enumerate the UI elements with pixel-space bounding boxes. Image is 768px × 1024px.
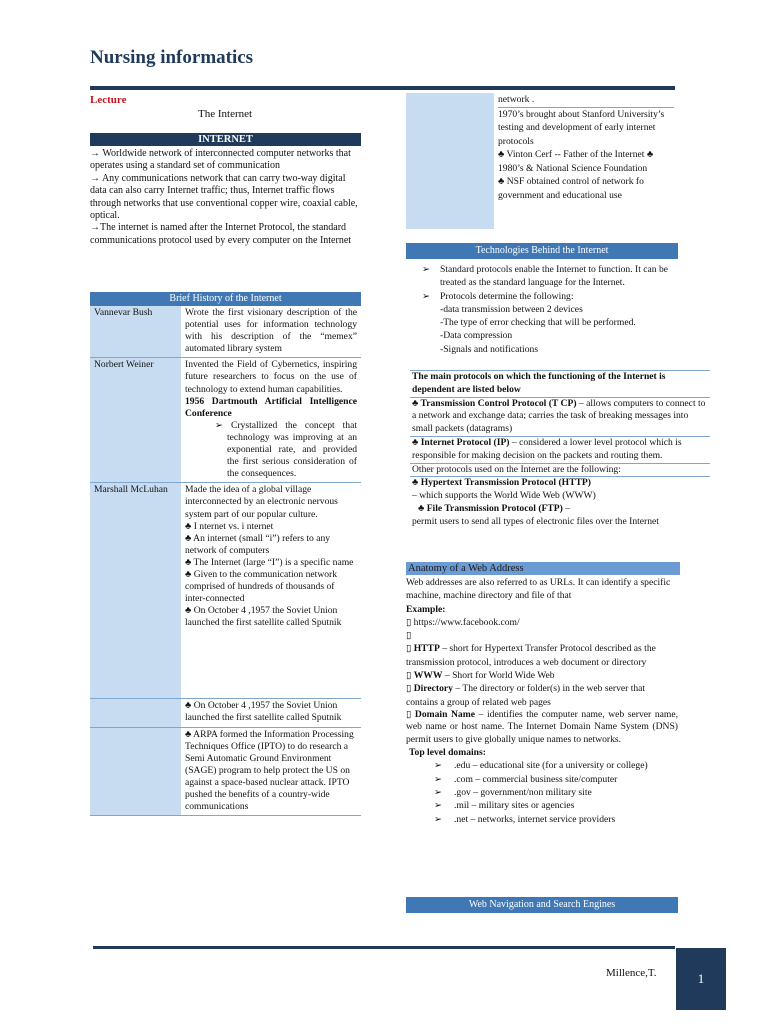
box-icon: ▯	[406, 670, 412, 682]
history-name-empty	[406, 93, 494, 229]
main-protocols-heading: The main protocols on which the functioning of the Internet is dependent are listed below	[410, 370, 710, 398]
internet-point: → Worldwide network of interconnected computer networks that operates using a standard set of communication	[90, 148, 351, 172]
history-continued-cell	[494, 93, 678, 229]
http-protocol-label: ♣ Hypertext Transmission Protocol (HTTP)	[412, 477, 591, 489]
dartmouth-bullet: ➢ Crystallized the concept that technology was improving at an exponential rate, and provided the first serious consideration of the consequences.	[215, 419, 357, 480]
tech-bullet-list	[418, 263, 696, 303]
www-desc: – Short for World Wide Web	[442, 670, 555, 682]
history-item: ♣ I nternet vs. i nternet	[185, 520, 274, 532]
table-row	[90, 727, 361, 816]
anatomy-section	[406, 576, 678, 826]
directory-label: Directory	[413, 683, 453, 695]
internet-header: INTERNET	[90, 133, 361, 146]
tld-heading: Top level domains:	[409, 747, 486, 759]
history-header: Brief History of the Internet	[90, 292, 361, 306]
ip-protocol	[410, 437, 710, 464]
tech-sub-list	[418, 303, 696, 356]
history-item: ♣ Given to the communication network comprised of hundreds of thousands of inter-connected	[185, 568, 338, 605]
box-icon: ▯	[406, 630, 412, 642]
history-item: ♣ On October 4 ,1957 the Soviet Union launched the first satellite called Sputnik	[185, 605, 342, 629]
footer-author: Millence,T.	[606, 967, 657, 979]
history-desc: Made the idea of a global village interconnected by an electronic nervous system part of our popular culture.	[185, 484, 338, 520]
page-title: Nursing informatics	[90, 47, 254, 68]
tld-item: .mil – military sites or agencies	[454, 800, 575, 812]
tech-header: Technologies Behind the Internet	[406, 243, 678, 259]
history-table	[90, 306, 361, 816]
list-item	[406, 786, 678, 799]
internet-point: →The internet is named after the Internet Protocol, the standard communications protocol used by every computer on the Internet	[90, 222, 352, 246]
protocols-section	[410, 370, 710, 529]
directory-desc: – The directory or folder(s) in the web server that contains a group of related web pages	[406, 683, 646, 708]
arrow-icon: ➢	[422, 290, 431, 302]
history-desc: ♣ On October 4 ,1957 the Soviet Union launched the first satellite called Sputnik	[181, 699, 361, 727]
footer-divider	[93, 946, 675, 949]
arrow-icon: ➢	[434, 773, 443, 785]
tech-bullet-text: Standard protocols enable the Internet to function. It can be treated as the standard language for the Internet.	[440, 264, 669, 289]
lecture-title: The Internet	[198, 108, 253, 120]
www-line	[406, 669, 678, 682]
http-protocol	[410, 477, 710, 528]
history-continued-line: ♣ NSF obtained control of network fo government and educational use	[498, 176, 644, 201]
http-label: HTTP	[413, 643, 440, 655]
history-continued-line: 1970’s brought about Stanford University’s testing and development of early internet protocols	[498, 108, 665, 147]
empty-box-line	[406, 629, 678, 642]
history-continued-line: ♣ Vinton Cerf -- Father of the Internet ♣ 1980’s & National Science Foundation	[498, 149, 654, 174]
lecture-label: Lecture	[90, 94, 127, 106]
history-name-empty	[90, 727, 181, 816]
ftp-protocol-desc: permit users to send all types of electronic files over the Internet	[412, 515, 659, 527]
list-item	[418, 263, 696, 290]
tld-item: .com – commercial business site/computer	[454, 773, 618, 785]
http-protocol-desc: – which supports the World Wide Web (WWW)	[412, 490, 596, 502]
domain-label: Domain Name	[414, 708, 475, 720]
ip-label: ♣ Internet Protocol (IP)	[412, 436, 510, 448]
tcp-protocol	[410, 398, 710, 437]
list-item	[406, 813, 678, 826]
domain-desc: – identifies the computer name, web server name, web name or host name. The Internet Domain Name System (DNS) permit users to give globally unique names to networks.	[406, 708, 678, 745]
history-name: Marshall McLuhan	[90, 483, 181, 699]
tech-section	[418, 263, 696, 356]
tld-list	[406, 759, 678, 825]
table-row	[90, 306, 361, 358]
tech-sub-item: -data transmission between 2 devices	[440, 303, 583, 315]
example-url: https://www.facebook.com/	[411, 616, 520, 628]
tld-item: .gov – government/non military site	[454, 787, 592, 799]
www-label: WWW	[413, 670, 443, 682]
history-item: ♣ An internet (small “i”) refers to any network of computers	[185, 532, 331, 556]
box-icon: ▯	[406, 708, 412, 720]
tld-item: .net – networks, internet service providers	[454, 813, 616, 825]
table-row	[90, 699, 361, 727]
history-desc: Invented the Field of Cybernetics, inspiring future researchers to focus on the use of technology to extend human capabilities.	[185, 359, 357, 395]
page-number: 1	[676, 948, 726, 1010]
ftp-protocol-label: ♣ File Transmission Protocol (FTP)	[418, 502, 563, 514]
internet-points	[90, 148, 363, 247]
arrow-icon: ➢	[434, 760, 443, 772]
tech-sub-item: -Signals and notifications	[440, 343, 539, 355]
history-desc-cell	[181, 483, 361, 699]
arrow-icon: ➢	[434, 800, 443, 812]
list-item	[406, 799, 678, 812]
tld-item: .edu – educational site (for a university or college)	[454, 760, 648, 772]
history-continued-line: network .	[498, 93, 674, 108]
arrow-icon: ➢	[422, 264, 431, 275]
anatomy-header: Anatomy of a Web Address	[406, 562, 680, 575]
arrow-icon: ➢	[434, 787, 443, 799]
list-item	[418, 290, 696, 303]
box-icon: ▯	[406, 643, 412, 655]
history-desc-cell	[181, 358, 361, 483]
tcp-desc: – allows computers to connect to a network and exchange data; carries the task of breaking messages into small packets (datagrams)	[412, 397, 706, 435]
nav-header: Web Navigation and Search Engines	[406, 897, 678, 913]
domain-line	[406, 709, 678, 746]
list-item	[406, 773, 678, 786]
ip-desc: – considered a lower level protocol which is responsible for making decision on the packets and routing them.	[412, 436, 682, 461]
history-name: Vannevar Bush	[90, 306, 181, 358]
example-url-line	[406, 616, 678, 629]
history-name-empty	[90, 699, 181, 727]
http-line	[406, 642, 678, 669]
history-desc: Wrote the first visionary description of the potential uses for information technology with his description of the “memex” automated library system	[181, 306, 361, 358]
tech-sub-item: -Data compression	[440, 330, 513, 342]
box-icon: ▯	[406, 616, 412, 628]
table-row	[90, 483, 361, 699]
list-item	[406, 759, 678, 772]
history-continued-table	[406, 93, 678, 229]
ftp-dash: –	[562, 502, 571, 514]
title-divider	[90, 86, 675, 90]
dartmouth-conference: 1956 Dartmouth Artificial Intelligence Conference	[185, 395, 357, 419]
arrow-icon: ➢	[434, 813, 443, 825]
box-icon: ▯	[406, 683, 412, 695]
history-name: Norbert Weiner	[90, 358, 181, 483]
tcp-label: ♣ Transmission Control Protocol (T CP)	[412, 397, 577, 409]
history-item: ♣ The Internet (large “I”) is a specific name	[185, 556, 354, 568]
other-protocols: Other protocols used on the Internet are the following:	[410, 464, 710, 478]
http-desc: – short for Hypertext Transfer Protocol described as the transmission protocol, introduces a web document or directory	[406, 643, 656, 668]
internet-point: → Any communications network that can carry two-way digital data can also carry Internet traffic; thus, Internet traffic flows through networks that use conventional copper wire, coaxial cable, optical.	[90, 172, 358, 222]
table-row	[90, 358, 361, 483]
directory-line	[406, 682, 678, 709]
anatomy-intro: Web addresses are also referred to as URLs. It can identify a specific machine, machine directory and file of that	[406, 577, 671, 602]
tech-bullet-text: Protocols determine the following:	[440, 290, 574, 302]
example-label: Example:	[406, 603, 446, 615]
tech-sub-item: -The type of error checking that will be performed.	[440, 317, 636, 329]
history-desc: ♣ ARPA formed the Information Processing Techniques Office (IPTO) to do research a Semi Automatic Ground Environment (SAGE) program to help protect the US on against a space-based nuclear attack. IPTO pushed the benefits of a country-wide communications	[181, 727, 361, 816]
